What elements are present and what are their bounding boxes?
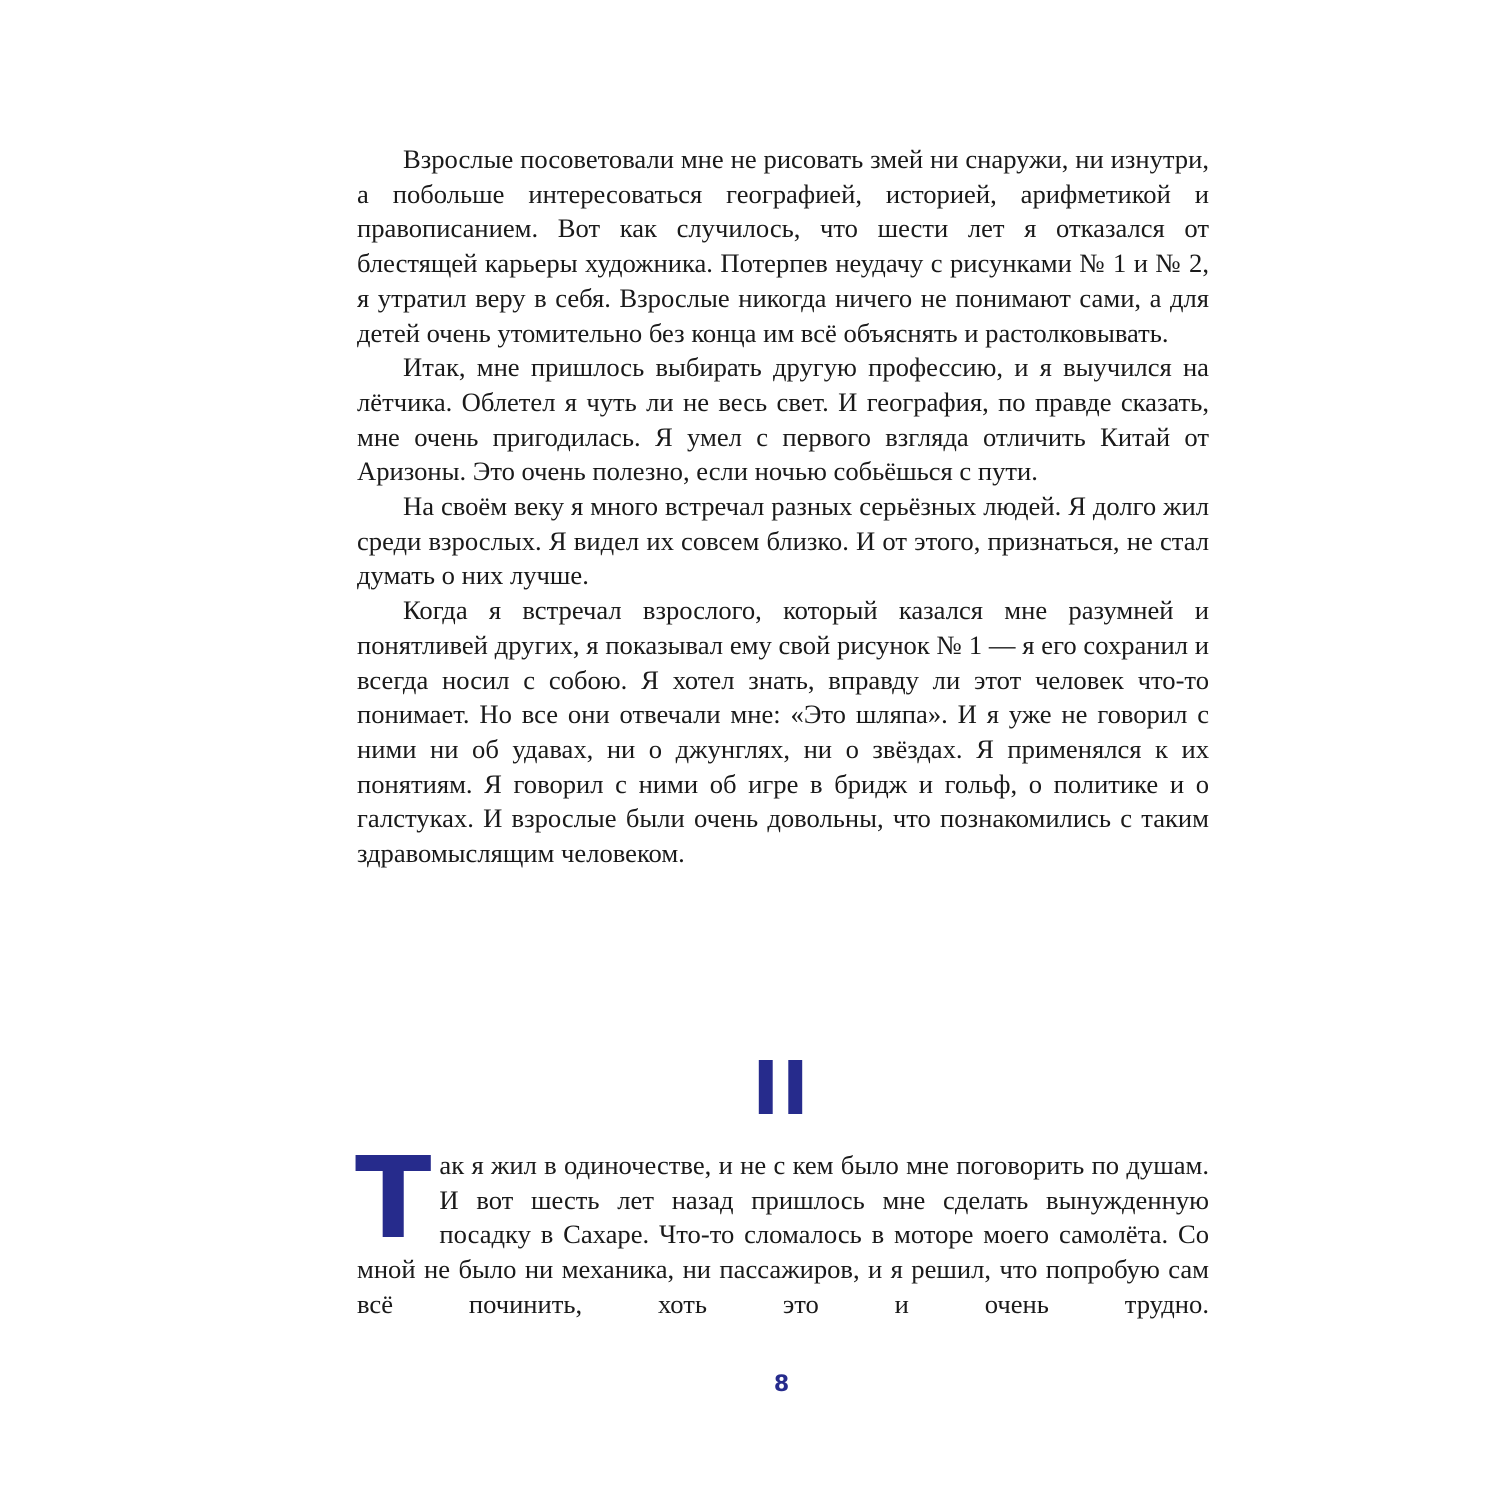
chapter-text xyxy=(355,1134,1209,1322)
chapter-paragraph: ак я жил в одиночестве, и не с кем было мне поговорить по душам. И вот шесть лет назад пришлось мне сделать вынужденную посадку в Сахаре. Что-то сломалось в моторе моего самолёта. Со мной не было ни механика, ни пассажиров, и я решил, что попробую сам всё починить, хоть это и очень трудно. xyxy=(357,1150,1209,1319)
paragraph-3: На своём веку я много встречал разных серьёзных людей. Я долго жил среди взрослых. Я видел их совсем близко. И от этого, признаться, не стал думать о них лучше. xyxy=(357,491,1209,591)
main-text xyxy=(357,142,1209,871)
paragraph-2: Итак, мне пришлось выбирать другую профессию, и я выучился на лётчика. Облетел я чуть ли не весь свет. И география, по правде сказать, мне очень пригодилась. Я умел с первого взгляда отличить Китай от Аризоны. Это очень полезно, если ночью собьёшься с пути. xyxy=(357,352,1209,487)
paragraph-1: Взрослые посоветовали мне не рисовать змей ни снаружи, ни изнутри, а побольше интересоваться географией, историей, арифметикой и правописанием. Вот как случилось, что шести лет я отказался от блестящей карьеры художника. Потерпев неудачу с рисунками № 1 и № 2, я утратил веру в себя. Взрослые никогда ничего не понимают сами, а для детей очень утомительно без конца им всё объяснять и растолковывать. xyxy=(357,144,1209,348)
chapter-number: II xyxy=(751,1046,812,1132)
paragraph-4: Когда я встречал взрослого, который казался мне разумней и понятливей других, я показывал ему свой рисунок № 1 — я его сохранил и всегда носил с собою. Я хотел знать, вправду ли этот человек что-то понимает. Но все они отвечали мне: «Это шляпа». И я уже не говорил с ними ни об удавах, ни о джунглях, ни о звёздах. Я применялся к их понятиям. Я говорил с ними об игре в бридж и гольф, о политике и о галстуках. И взрослые были очень довольны, что познакомились с таким здравомыслящим человеком. xyxy=(357,595,1209,869)
page-number: 8 xyxy=(773,1372,790,1397)
drop-cap: Т xyxy=(355,1134,432,1264)
